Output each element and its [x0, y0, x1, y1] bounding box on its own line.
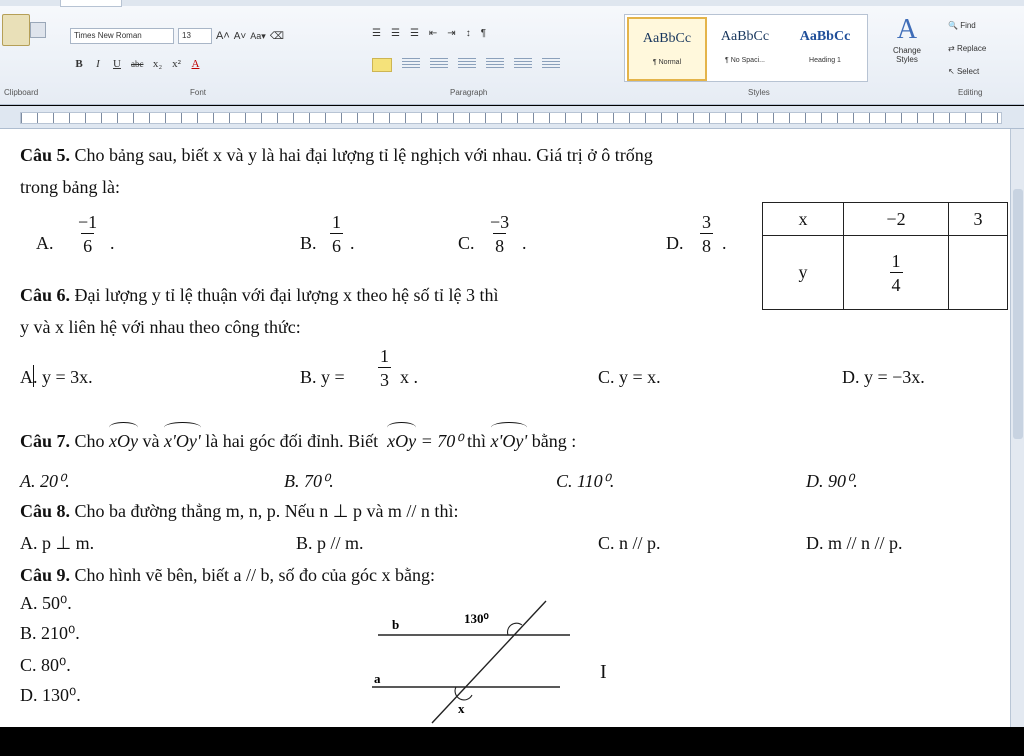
change-case-icon[interactable]: Aa▾ — [250, 30, 266, 41]
clipboard-group-label: Clipboard — [4, 88, 39, 97]
table-y2-empty — [949, 236, 1008, 310]
q6-option-b-fraction: $\frac{1}{3}$ — [380, 346, 389, 390]
subscript-button[interactable]: x₂ — [152, 58, 163, 70]
justify-button[interactable] — [458, 58, 476, 70]
clear-format-icon[interactable]: ⌫ — [269, 30, 284, 42]
align-right-button[interactable] — [430, 58, 448, 70]
q9-option-a: A. 50⁰. — [20, 593, 72, 613]
shrink-font-icon[interactable]: A˅ — [233, 30, 247, 42]
style-no-spacing[interactable]: AaBbCc ¶ No Spaci... — [720, 29, 770, 64]
document-page[interactable]: Câu 5. Cho bảng sau, biết x và y là hai đại lượng tỉ lệ nghịch với nhau. Giá trị ở ô trống trong bảng là: A. $\frac{-1}{6}$ . B. $\frac{1}{6}$ . C. $\frac{-3}{8}$ . D. $\frac{3}{8}$ . x −2 3 y $\frac{1}{4}$ Câu 6. Đại lượng y tỉ lệ thuận với đại lượng x theo hệ số tỉ lệ 3 thì y và x liên hệ với nhau theo công thức: A. y = 3x. B. y = $\frac{1}{3}$ x . C. y = x. D. y = −3x. Câu 7. Cho xOy và x'Oy' là hai góc đối đỉnh. Biết xOy = 70⁰ thì x'Oy' bằng : A. 20⁰. B. 70⁰. C. 110⁰. D. 90⁰. Câu 8. Cho ba đường thẳng m, n, p. Nếu n ⊥ p và m // n thì: A. p ⊥ m. B. p // m. C. n // p. D. m // n // p. Câu 9. Cho hình vẽ bên, biết a // b, số đo của góc x bằng: A. 50⁰. B. 210⁰. C. 80⁰. D. 130⁰. b a 130⁰ x I — [0, 129, 1010, 727]
bottom-black-bar — [0, 727, 1024, 756]
shading-button[interactable] — [514, 58, 532, 70]
table-y1: $\frac{1}{4}$ — [844, 236, 949, 310]
find-button[interactable]: 🔍 Find — [948, 21, 976, 30]
style-heading-1[interactable]: AaBbCc Heading 1 — [799, 29, 851, 64]
q9-option-d: D. 130⁰. — [20, 685, 81, 705]
styles-gallery — [624, 14, 868, 82]
q5-value-table — [762, 202, 1008, 310]
bold-button[interactable]: B — [75, 58, 83, 70]
table-y-label: y — [763, 236, 844, 310]
q5-option-b-fraction: $\frac{1}{6}$ — [332, 212, 341, 256]
ribbon-tab-strip — [0, 0, 1024, 6]
q9-figure — [360, 599, 580, 727]
format-buttons — [74, 58, 201, 70]
font-color-button[interactable]: A — [191, 58, 200, 70]
cut-copy-icon[interactable] — [30, 22, 46, 38]
tab-home[interactable] — [60, 0, 122, 7]
q7-angle-xOy-given: xOy — [387, 431, 417, 451]
change-styles-button[interactable]: A Change Styles — [884, 14, 930, 64]
paragraph-row-2 — [372, 58, 560, 72]
editing-group-label: Editing — [958, 88, 983, 97]
q5-option-c-label: C. — [458, 233, 475, 253]
paragraph-row-1 — [372, 28, 486, 39]
editing-group — [948, 14, 986, 83]
show-marks-icon[interactable]: ¶ — [480, 28, 487, 39]
q6-option-c: C. y = x. — [598, 367, 661, 387]
font-group-label: Font — [190, 88, 207, 97]
increase-indent-icon[interactable]: ⇥ — [447, 28, 456, 39]
borders-button[interactable] — [542, 58, 560, 70]
q8-option-c: C. n // p. — [598, 533, 661, 553]
q8-option-d: D. m // n // p. — [806, 533, 903, 553]
q8-line-1: Câu 8. Cho ba đường thẳng m, n, p. Nếu n ⊥ p và m // n thì: — [20, 501, 459, 521]
align-center-button[interactable] — [402, 58, 420, 70]
strikethrough-button[interactable]: abc — [131, 59, 144, 69]
styles-group-label: Styles — [748, 88, 770, 97]
q9-option-b: B. 210⁰. — [20, 623, 80, 643]
grow-font-icon[interactable]: A˄ — [216, 30, 230, 42]
paragraph-group-label: Paragraph — [450, 88, 488, 97]
mouse-ibeam-cursor: I — [600, 661, 607, 683]
table-x2: 3 — [949, 203, 1008, 236]
q5-option-b-label: B. — [300, 233, 317, 253]
superscript-button[interactable]: x² — [172, 58, 181, 70]
q8-option-a: A. p ⊥ m. — [20, 533, 95, 553]
line-spacing-button[interactable] — [486, 58, 504, 70]
numbering-icon[interactable]: ☰ — [390, 28, 400, 39]
italic-button[interactable]: I — [96, 58, 100, 70]
q8-option-b: B. p // m. — [296, 533, 364, 553]
label-x: x — [458, 701, 465, 716]
ruler-track — [20, 112, 1002, 124]
bullets-icon[interactable]: ☰ — [372, 28, 381, 39]
q5-line-1: Câu 5. Cho bảng sau, biết x và y là hai đại lượng tỉ lệ nghịch với nhau. Giá trị ở ô trống — [20, 145, 653, 165]
q6-option-a: A. y = 3x. — [20, 367, 93, 387]
paste-button[interactable] — [2, 14, 30, 46]
q7-option-a: A. 20⁰. — [20, 471, 70, 491]
q6-line-2: y và x liên hệ với nhau theo công thức: — [20, 317, 301, 337]
underline-button[interactable]: U — [113, 58, 121, 70]
q5-option-d-label: D. — [666, 233, 684, 253]
q7-option-d: D. 90⁰. — [806, 471, 858, 491]
q6-line-1: Câu 6. Đại lượng y tỉ lệ thuận với đại lượng x theo hệ số tỉ lệ 3 thì — [20, 285, 499, 305]
q7-angle-x'Oy'-asked: x'Oy' — [490, 431, 528, 451]
table-x-label: x — [763, 203, 844, 236]
label-130: 130⁰ — [464, 611, 489, 626]
label-a: a — [374, 671, 381, 686]
table-x1: −2 — [844, 203, 949, 236]
font-name-select[interactable]: Times New Roman — [70, 28, 174, 44]
label-b: b — [392, 617, 400, 632]
multilevel-list-icon[interactable]: ☰ — [409, 28, 419, 39]
replace-button[interactable]: ⇄ Replace — [948, 44, 987, 53]
horizontal-ruler[interactable] — [0, 106, 1024, 129]
font-size-select[interactable]: 13 — [178, 28, 212, 44]
change-styles-icon: A — [896, 14, 918, 45]
vertical-scrollbar[interactable] — [1010, 129, 1024, 727]
q6-option-d: D. y = −3x. — [842, 367, 925, 387]
q5-line-2: trong bảng là: — [20, 177, 120, 197]
scrollbar-thumb[interactable] — [1013, 189, 1023, 439]
transversal-line — [432, 601, 546, 723]
select-button[interactable]: ↖ Select — [948, 67, 980, 76]
q7-angle-xOy: xOy — [109, 431, 139, 451]
q7-angle-x'Oy': x'Oy' — [164, 431, 201, 451]
q5-option-d-fraction: $\frac{3}{8}$ — [702, 212, 711, 256]
q5-option-c-fraction: $\frac{-3}{8}$ — [490, 212, 510, 256]
style-normal[interactable]: AaBbCc ¶ Normal — [627, 17, 707, 81]
q9-option-c: C. 80⁰. — [20, 655, 71, 675]
q7-option-b: B. 70⁰. — [284, 471, 334, 491]
q5-option-a-fraction: $\frac{-1}{6}$ — [78, 212, 98, 256]
align-left-button[interactable] — [372, 58, 392, 72]
decrease-indent-icon[interactable]: ⇤ — [428, 28, 438, 39]
q7-option-c: C. 110⁰. — [556, 471, 615, 491]
font-selectors — [70, 28, 284, 44]
q9-line-1: Câu 9. Cho hình vẽ bên, biết a // b, số đo của góc x bằng: — [20, 565, 435, 585]
q6-option-b-post: x . — [400, 367, 418, 387]
q7-line-1: Câu 7. Cho xOy và x'Oy' là hai góc đối đỉnh. Biết xOy = 70⁰ thì x'Oy' bằng : — [20, 431, 577, 451]
ribbon — [0, 0, 1024, 105]
sort-icon[interactable]: ↕ — [465, 28, 471, 39]
q6-option-b-pre: B. y = — [300, 367, 345, 387]
q5-option-a-label: A. — [36, 233, 54, 253]
